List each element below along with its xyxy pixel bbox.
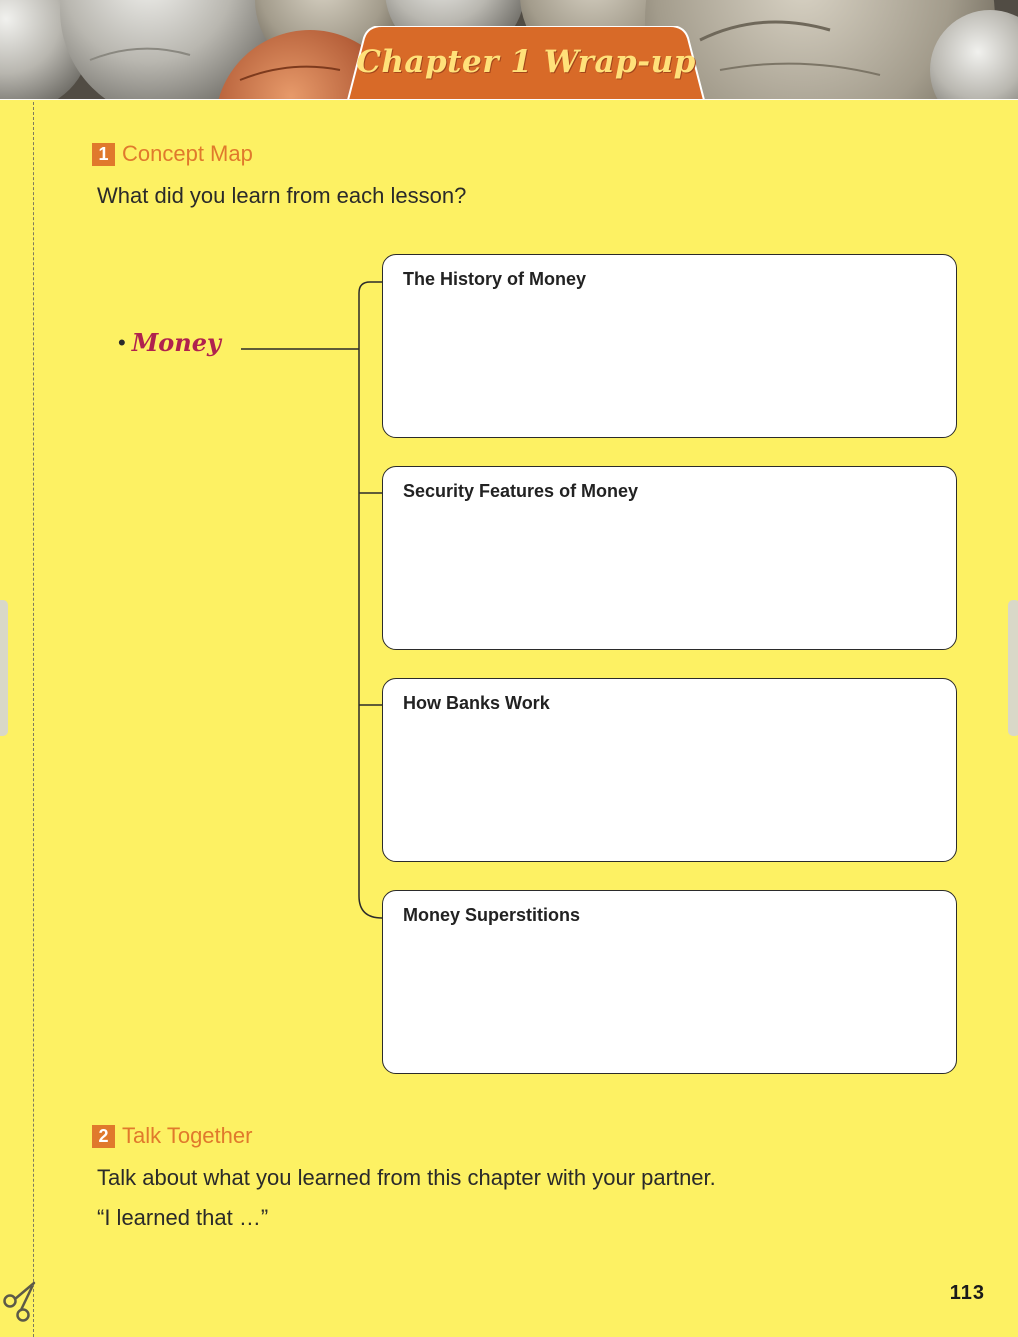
lesson-label: Money Superstitions	[403, 905, 581, 925]
section-title: Concept Map	[122, 141, 253, 166]
lesson-label: How Banks Work	[403, 693, 550, 713]
lesson-box-banks[interactable]	[382, 678, 957, 862]
section-number-badge: 1	[92, 143, 115, 166]
section-title: Talk Together	[122, 1123, 253, 1148]
section-number-badge: 2	[92, 1125, 115, 1148]
lesson-label: Security Features of Money	[403, 481, 639, 501]
lesson-label: The History of Money	[403, 269, 587, 289]
page-number: 113	[949, 1282, 985, 1304]
talk-together-heading	[92, 1123, 252, 1149]
lesson-box-security[interactable]	[382, 466, 957, 650]
central-topic-label: Money	[131, 328, 221, 357]
bullet-icon: •	[118, 329, 126, 355]
talk-together-instruction: Talk about what you learned from this chapter with your partner.	[97, 1165, 716, 1190]
lesson-box-history[interactable]	[382, 254, 957, 438]
sentence-starter: “I learned that …”	[97, 1205, 269, 1230]
chapter-title: Chapter 1 Wrap-up	[356, 44, 696, 80]
central-topic	[118, 328, 221, 357]
concept-map-prompt: What did you learn from each lesson?	[97, 183, 467, 208]
lesson-box-superstitions[interactable]	[382, 890, 957, 1074]
